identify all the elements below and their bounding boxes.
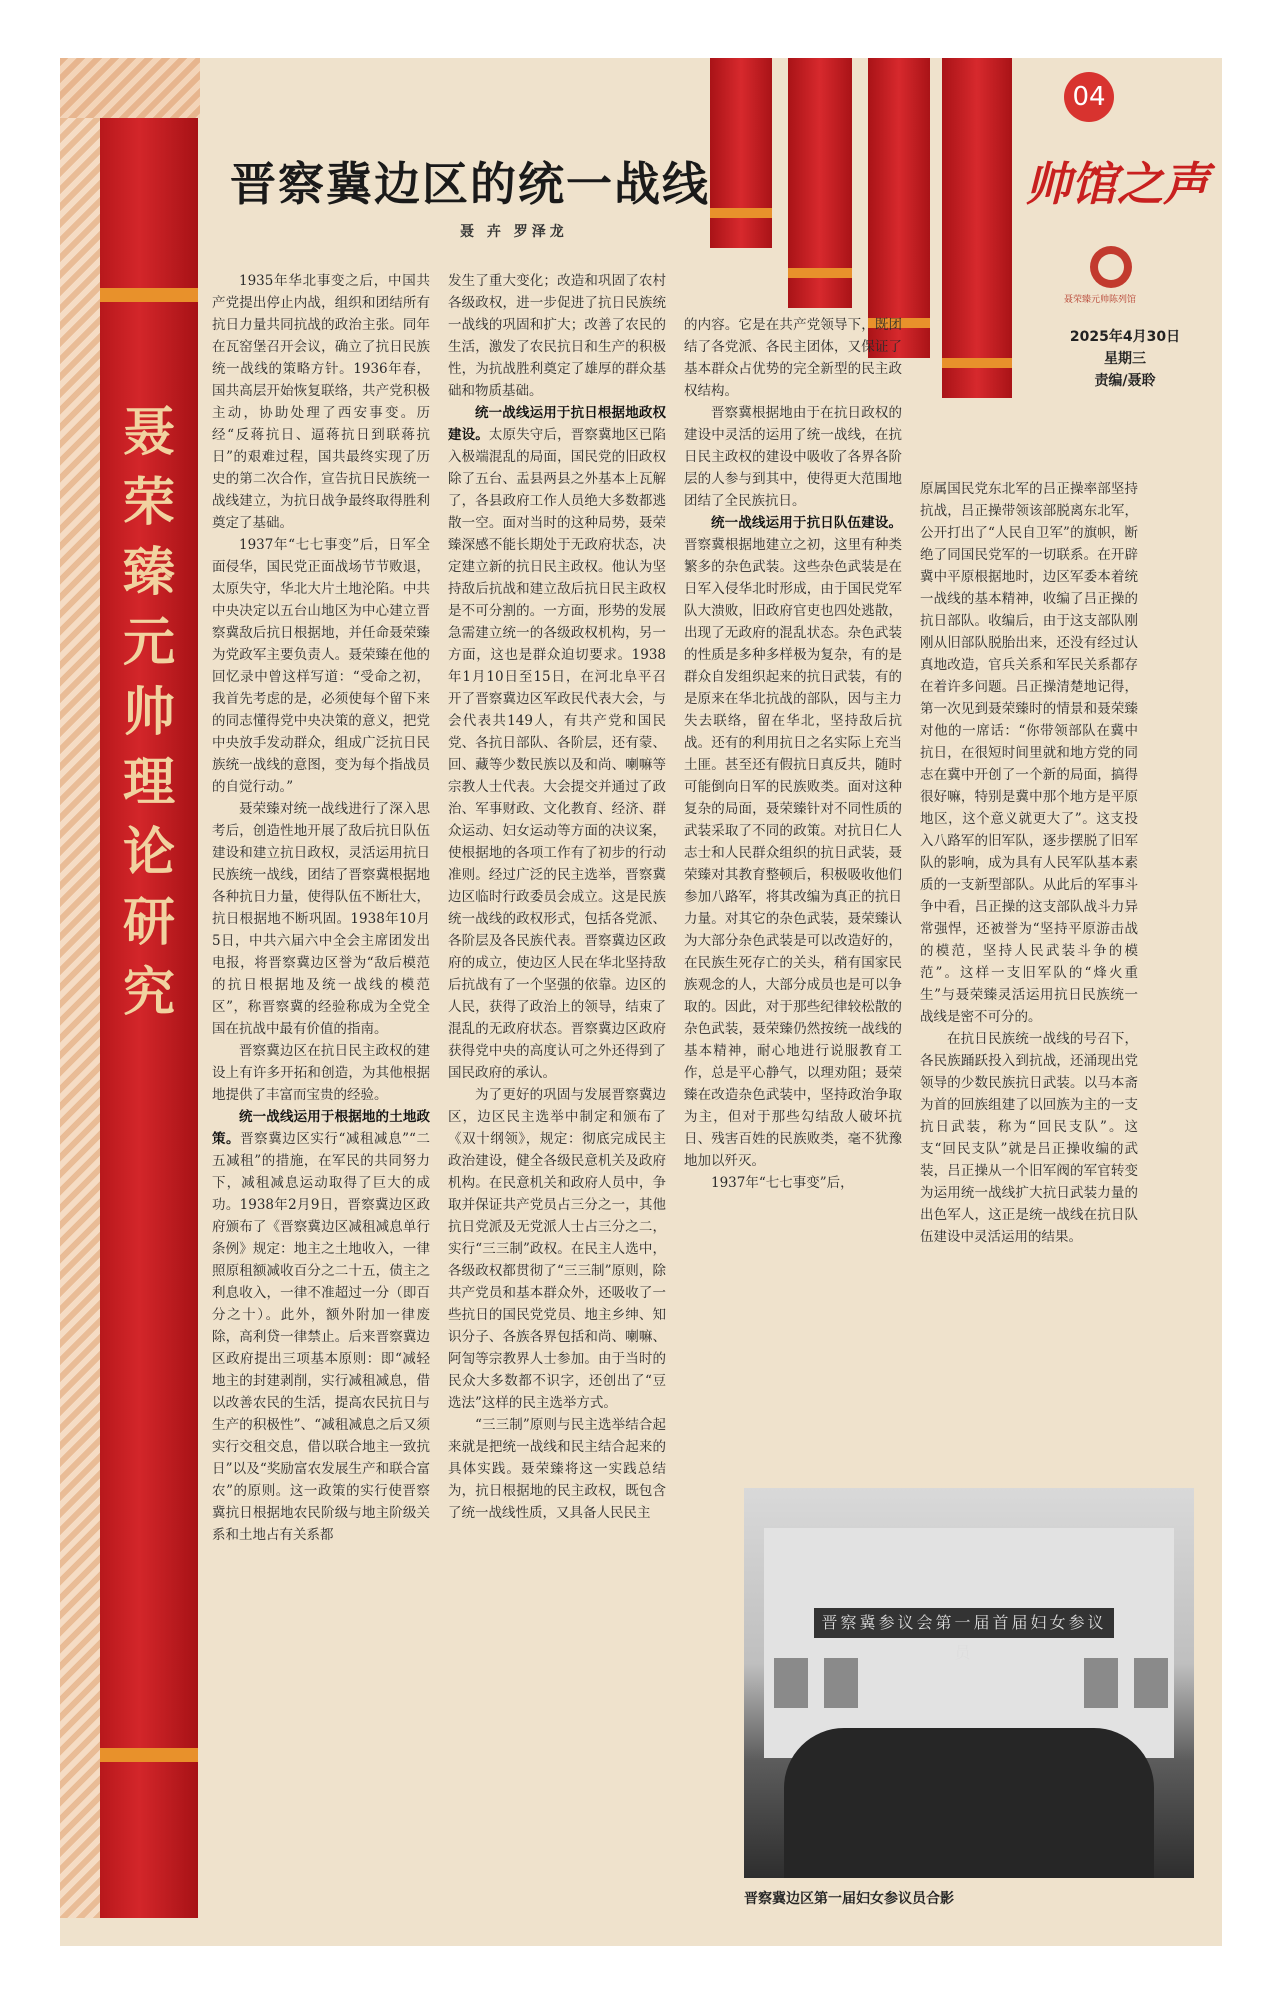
historical-photo bbox=[744, 1488, 1194, 1878]
paragraph: 晋察冀根据地由于在抗日政权的建设中灵活的运用了统一战线，在抗日民主政权的建设中吸收了各界各阶层的人参与到其中，使得更大范围地团结了全民族抗日。 bbox=[684, 405, 902, 509]
paragraph: 统一战线运用于根据地的土地政策。晋察冀边区实行“减租减息”“二五减租”的措施，在军民的共同努力下，减租减息运动取得了巨大的成功。1938年2月9日，晋察冀边区政府颁布了《晋察冀边区减租减息单行条例》规定：地主之土地收入，一律照原租额减收百分之二十五，债主之利息收入，一律不准超过一分（即百分之十）。此外，额外附加一律废除，高利贷一律禁止。后来晋察冀边区政府提出三项基本原则：即“减轻地主的封建剥削，实行减租减息，借以改善农民的生活，提高农民抗日与生产的积极性”、“减租减息之后又须实行交租交息，借以联合地主一致抗日”以及“奖励富农发展生产和联合富农”的原则。这一政策的实行使晋察冀抗日根据地农民阶级与地主阶级关系和土地占有关系都 bbox=[212, 1109, 430, 1543]
article-column-1 bbox=[212, 270, 430, 1546]
paragraph: “三三制”原则与民主选举结合起来就是把统一战线和民主结合起来的具体实践。聂荣臻将这一实践总结为，抗日根据地的民主政权，既包含了统一战线性质，又具备人民民主 bbox=[448, 1417, 666, 1521]
paragraph: 发生了重大变化；改造和巩固了农村各级政权，进一步促进了抗日民族统一战线的巩固和扩大；改善了农民的生活，激发了农民抗日和生产的积极性，为抗战胜利奠定了雄厚的群众基础和物质基础。 bbox=[448, 273, 666, 399]
editor-credit: 责编/聂聆 bbox=[1094, 373, 1156, 389]
logo-text: 聂荣臻元帅陈列馆 bbox=[1064, 295, 1137, 305]
photo-caption: 晋察冀边区第一届妇女参议员合影 bbox=[744, 1891, 954, 1907]
paragraph: 1935年华北事变之后，中国共产党提出停止内战，组织和团结所有抗日力量共同抗战的政治主张。同年在瓦窑堡召开会议，确立了抗日民族统一战线的策略方针。1936年春，国共高层开始恢复联络，共产党积极主动，协助处理了西安事变。历经“反蒋抗日、逼蒋抗日到联蒋抗日”的艰难过程，国共最终实现了历史的第二次合作，宣告抗日民族统一战线建立，为抗日战争最终取得胜利奠定了基础。 bbox=[212, 273, 430, 531]
newspaper-page bbox=[60, 58, 1222, 1946]
decorative-book bbox=[868, 58, 930, 358]
decorative-book-spine bbox=[60, 58, 200, 1946]
museum-logo-icon bbox=[1090, 246, 1132, 288]
decorative-book bbox=[710, 58, 772, 248]
article-column-3 bbox=[684, 314, 902, 1194]
paragraph: 统一战线运用于抗日队伍建设。晋察冀根据地建立之初，这里有种类繁多的杂色武装。这些杂色武装是在日军入侵华北时形成，由于国民党军队大溃败，旧政府官吏也四处逃散，出现了无政府的混乱状态。杂色武装的性质是多种多样极为复杂，有的是群众自发组织起来的抗日武装，有的是原来在华北抗战的部队，因与主力失去联络，留在华北，坚持敌后抗战。还有的利用抗日之名实际上充当土匪。甚至还有假抗日真反共，随时可能倒向日军的民族败类。面对这种复杂的局面，聂荣臻针对不同性质的武装采取了不同的政策。对抗日仁人志士和人民群众组织的抗日武装，聂荣臻对其教育整顿后，积极吸收他们参加八路军，将其改编为真正的抗日力量。对其它的杂色武装，聂荣臻认为大部分杂色武装是可以改造好的，在民族生死存亡的关头，稍有国家民族观念的人，大部分成员也是可以争取的。因此，对于那些纪律较松散的杂色武装，聂荣臻仍然按统一战线的基本精神，耐心地进行说服教育工作，总是平心静气，以理劝阻；聂荣臻在改造杂色武装中，坚持政治争取为主，但对于那些勾结敌人破坏抗日、残害百姓的民族败类，毫不犹豫地加以歼灭。 bbox=[684, 515, 902, 1169]
page-number-badge: 04 bbox=[1064, 72, 1114, 122]
issue-date: 2025年4月30日 bbox=[1069, 329, 1181, 345]
paragraph: 统一战线运用于抗日根据地政权建设。太原失守后，晋察冀地区已陷入极端混乱的局面，国民党的旧政权除了五台、盂县两县之外基本上瓦解了，各县政府工作人员绝大多数都逃散一空。面对当时的这种局势，聂荣臻深感不能长期处于无政府状态，决定建立新的抗日民主政权。他认为坚持敌后抗战和建立敌后抗日民主政权是不可分割的。一方面，形势的发展急需建立统一的各级政权机构，另一方面，这也是群众迫切要求。1938年1月10日至15日，在河北阜平召开了晋察冀边区军政民代表大会，与会代表共149人，有共产党和国民党、各抗日部队、各阶层，还有蒙、回、藏等少数民族以及和尚、喇嘛等宗教人士代表。大会提交并通过了政治、军事财政、文化教育、经济、群众运动、妇女运动等方面的决议案，使根据地的各项工作有了初步的行动准则。经过广泛的民主选举，晋察冀边区临时行政委员会成立。这是民族统一战线的政权形式，包括各党派、各阶层及各民族代表。晋察冀边区政府的成立，使边区人民在华北坚持敌后抗战有了一个坚强的依靠。边区的人民，获得了政治上的领导，结束了混乱的无政府状态。晋察冀边区政府获得党中央的高度认可之外还得到了国民政府的承认。 bbox=[448, 405, 667, 1081]
paragraph: 在抗日民族统一战线的号召下，各民族踊跃投入到抗战，还涌现出党领导的少数民族抗日武装。以马本斋为首的回族组建了以回族为主的一支抗日武装，称为“回民支队”。这支“回民支队”就是吕正操收编的武装，吕正操从一个旧军阀的军官转变为运用统一战线扩大抗日武装力量的出色军人，这正是统一战线在抗日队伍建设中灵活运用的结果。 bbox=[920, 1031, 1138, 1245]
paragraph: 晋察冀边区在抗日民主政权的建设上有许多开拓和创造，为其他根据地提供了丰富而宝贵的经验。 bbox=[212, 1043, 430, 1103]
paragraph: 原属国民党东北军的吕正操率部坚持抗战，吕正操带领该部脱离东北军，公开打出了“人民自卫军”的旗帜，断绝了同国民党军的一切联系。在开辟冀中平原根据地时，边区军委本着统一战线的基本精神，收编了吕正操的抗日部队。收编后，由于这支部队刚刚从旧部队脱胎出来，还没有经过认真地改造，官兵关系和军民关系都存在着许多问题。吕正操清楚地记得，第一次见到聂荣臻时的情景和聂荣臻对他的一席话：“你带领部队在冀中抗日，在很短时间里就和地方党的同志在冀中开创了一个新的局面，搞得很好嘛，特别是冀中那个地方是平原地区，这个意义就更大了”。这支投入八路军的旧军队，逐步摆脱了旧军队的影响，成为具有人民军队基本素质的一支新型部队。从此后的军事斗争中看，吕正操的这支部队战斗力异常强悍，还被誉为“坚持平原游击战的模范，坚持人民武装斗争的模范”。这样一支旧军队的“烽火重生”与聂荣臻灵活运用抗日民族统一战线是密不可分的。 bbox=[920, 481, 1138, 1025]
section-heading: 统一战线运用于根据地的土地政策。 bbox=[212, 1109, 430, 1147]
article-column-2 bbox=[448, 270, 666, 1524]
issue-weekday: 星期三 bbox=[1104, 351, 1146, 367]
paragraph: 1937年“七七事变”后，日军全面侵华，国民党正面战场节节败退，太原失守，华北大片土地沦陷。中共中央决定以五台山地区为中心建立晋察冀敌后抗日根据地，并任命聂荣臻为党政军主要负责人。聂荣臻在他的回忆录中曾这样写道：“受命之初，我首先考虑的是，必须使每个留下来的同志懂得党中央决策的意义，把党中央放手发动群众，组成广泛抗日民族统一战线的意图，变为每个指战员的自觉行动。” bbox=[212, 537, 430, 795]
decorative-book bbox=[942, 58, 1012, 398]
article-title: 晋察冀边区的统一战线 bbox=[230, 157, 710, 211]
article-column-4 bbox=[920, 478, 1138, 1248]
photo-banner: 晋察冀参议会第一届首届妇女参议员 bbox=[814, 1608, 1114, 1638]
article-authors: 聂 卉 罗泽龙 bbox=[460, 224, 568, 240]
paragraph: 的内容。它是在共产党领导下，既团结了各党派、各民主团体，又保证了基本群众占优势的完全新型的民主政权结构。 bbox=[684, 317, 902, 399]
issue-meta bbox=[1060, 326, 1190, 392]
paragraph: 聂荣臻对统一战线进行了深入思考后，创造性地开展了敌后抗日队伍建设和建立抗日政权，灵活运用抗日民族统一战线，团结了晋察冀根据地各种抗日力量，使得队伍不断壮大，抗日根据地不断巩固。1938年10月5日，中共六届六中全会主席团发出电报，将晋察冀边区誉为“敌后模范的抗日根据地及统一战线的模范区”，称晋察冀的经验称成为全党全国在抗战中最有价值的指南。 bbox=[212, 801, 430, 1037]
decorative-book bbox=[788, 58, 852, 308]
section-heading: 统一战线运用于抗日根据地政权建设。 bbox=[448, 405, 666, 443]
group-of-women bbox=[784, 1728, 1154, 1878]
sidebar-column-title: 聂荣臻元帅理论研究 bbox=[122, 402, 175, 1023]
section-heading: 统一战线运用于抗日队伍建设。 bbox=[711, 515, 902, 531]
section-brand: 帅馆之声 bbox=[1025, 157, 1209, 211]
paragraph: 为了更好的巩固与发展晋察冀边区，边区民主选举中制定和颁布了《双十纲领》，规定：彻底完成民主政治建设，健全各级民意机关及政府机构。在民意机关和政府人员中，争取并保证共产党员占三分之一，其他抗日党派及无党派人士占三分之二，实行“三三制”政权。在民主人选中，各级政权都贯彻了“三三制”原则，除共产党员和基本群众外，还吸收了一些抗日的国民党党员、地主乡绅、知识分子、各族各界包括和尚、喇嘛、阿訇等宗教界人士参加。由于当时的民众大多数都不识字，还创出了“豆选法”这样的民主选举方式。 bbox=[448, 1087, 666, 1411]
paragraph: 1937年“七七事变”后， bbox=[711, 1175, 854, 1191]
